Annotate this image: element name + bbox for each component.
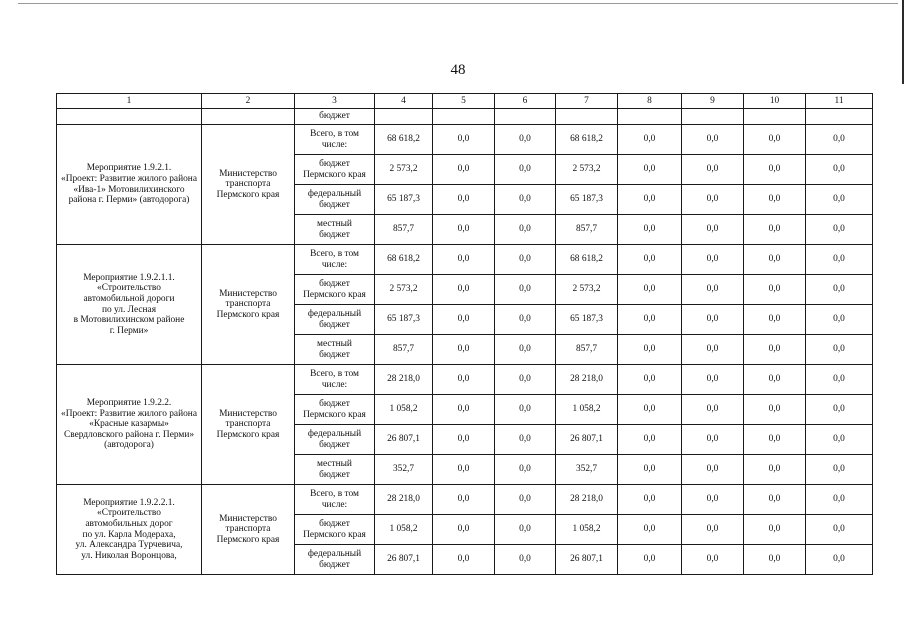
amount-cell: 0,0 [433,245,495,275]
amount-cell: 352,7 [375,455,433,485]
amount-cell: 0,0 [806,365,873,395]
funding-source: местный бюджет [317,219,352,240]
amount-cell: 65 187,3 [556,185,618,215]
empty-cell [202,109,295,125]
event-name: Мероприятие 1.9.2.1. «Проект: Развитие жилого района «Ива-1» Мотовилихинского района г. Перми» (автодорога) [61,163,197,206]
amount-cell: 68 618,2 [375,245,433,275]
amount-cell: 857,7 [375,335,433,365]
amount-cell: 0,0 [682,275,744,305]
funding-source-cell [295,395,375,425]
amount-cell: 0,0 [495,215,556,245]
amount-cell: 0,0 [682,425,744,455]
table-row [57,365,873,395]
column-number: 11 [806,94,873,109]
amount-cell: 0,0 [682,545,744,575]
amount-cell: 0,0 [495,245,556,275]
amount-cell: 0,0 [618,425,682,455]
amount-cell: 0,0 [618,545,682,575]
event-cell [57,485,202,575]
funding-source: федеральный бюджет [307,549,362,570]
funding-source: федеральный бюджет [307,309,362,330]
amount-cell: 68 618,2 [556,245,618,275]
amount-cell: 0,0 [682,485,744,515]
funding-source: местный бюджет [317,339,352,360]
amount-cell: 0,0 [806,455,873,485]
funding-source: бюджет Пермского края [303,519,366,540]
column-number: 8 [618,94,682,109]
column-number: 2 [202,94,295,109]
funding-source-cell [295,545,375,575]
amount-cell: 0,0 [433,275,495,305]
amount-cell: 0,0 [806,185,873,215]
amount-cell: 0,0 [618,485,682,515]
column-number: 4 [375,94,433,109]
amount-cell: 1 058,2 [556,395,618,425]
funding-source: федеральный бюджет [307,429,362,450]
funding-source-cell [295,485,375,515]
amount-cell: 0,0 [495,485,556,515]
amount-cell: 1 058,2 [556,515,618,545]
column-number: 9 [682,94,744,109]
amount-cell: 0,0 [682,155,744,185]
amount-cell: 0,0 [806,275,873,305]
amount-cell: 0,0 [682,185,744,215]
amount-cell: 0,0 [495,365,556,395]
amount-cell: 0,0 [744,125,806,155]
amount-cell: 0,0 [618,155,682,185]
amount-cell: 0,0 [806,305,873,335]
funding-source: бюджет Пермского края [303,159,366,180]
organization-cell [202,245,295,365]
amount-cell: 0,0 [495,515,556,545]
continuation-row [57,109,873,125]
amount-cell: 0,0 [682,455,744,485]
amount-cell: 0,0 [618,395,682,425]
amount-cell: 0,0 [433,455,495,485]
event-cell [57,245,202,365]
amount-cell: 0,0 [495,125,556,155]
amount-cell: 0,0 [618,305,682,335]
organization-name: Министерство транспорта Пермского края [216,168,280,200]
amount-cell: 0,0 [495,395,556,425]
empty-cell [744,109,806,125]
amount-cell: 0,0 [433,215,495,245]
amount-cell: 65 187,3 [556,305,618,335]
budget-table [56,93,873,575]
amount-cell: 0,0 [495,275,556,305]
amount-cell: 0,0 [744,455,806,485]
funding-source: бюджет Пермского края [303,399,366,420]
funding-source-cell [295,515,375,545]
amount-cell: 0,0 [744,515,806,545]
amount-cell: 0,0 [618,515,682,545]
amount-cell: 0,0 [618,455,682,485]
amount-cell: 68 618,2 [375,125,433,155]
funding-source: местный бюджет [317,459,352,480]
amount-cell: 0,0 [618,125,682,155]
amount-cell: 0,0 [682,305,744,335]
funding-source-cell [295,155,375,185]
amount-cell: 0,0 [433,335,495,365]
column-number: 6 [495,94,556,109]
funding-source-cell [295,425,375,455]
amount-cell: 0,0 [682,125,744,155]
amount-cell: 0,0 [744,395,806,425]
amount-cell: 0,0 [433,545,495,575]
amount-cell: 0,0 [806,245,873,275]
funding-source-cell [295,305,375,335]
amount-cell: 26 807,1 [375,425,433,455]
amount-cell: 2 573,2 [375,155,433,185]
amount-cell: 352,7 [556,455,618,485]
funding-source: Всего, в том числе: [310,249,359,270]
amount-cell: 0,0 [682,515,744,545]
table-row [57,245,873,275]
event-name: Мероприятие 1.9.2.2.1. «Строительство автомобильных дорог по ул. Карла Модераха, ул. Александра Турчевича, ул. Николая Воронцова, [75,497,183,561]
amount-cell: 0,0 [495,455,556,485]
amount-cell: 65 187,3 [375,305,433,335]
event-cell [57,365,202,485]
amount-cell: 0,0 [682,365,744,395]
amount-cell: 0,0 [495,185,556,215]
amount-cell: 0,0 [433,395,495,425]
amount-cell: 0,0 [495,545,556,575]
amount-cell: 0,0 [618,215,682,245]
column-number: 5 [433,94,495,109]
funding-source-cell [295,275,375,305]
empty-cell [618,109,682,125]
amount-cell: 0,0 [744,215,806,245]
funding-source-cell [295,125,375,155]
empty-cell [495,109,556,125]
amount-cell: 0,0 [744,275,806,305]
organization-name: Министерство транспорта Пермского края [216,288,280,320]
amount-cell: 0,0 [806,215,873,245]
amount-cell: 0,0 [806,485,873,515]
amount-cell: 28 218,0 [556,365,618,395]
amount-cell: 0,0 [433,185,495,215]
amount-cell: 28 218,0 [375,485,433,515]
funding-source: Всего, в том числе: [310,369,359,390]
amount-cell: 0,0 [495,335,556,365]
amount-cell: 68 618,2 [556,125,618,155]
amount-cell: 26 807,1 [556,425,618,455]
amount-cell: 0,0 [806,425,873,455]
column-number: 1 [57,94,202,109]
organization-name: Министерство транспорта Пермского края [216,408,280,440]
amount-cell: 0,0 [433,365,495,395]
funding-source: Всего, в том числе: [310,489,359,510]
amount-cell: 0,0 [433,485,495,515]
page-right-edge [902,0,904,84]
amount-cell: 0,0 [744,425,806,455]
amount-cell: 0,0 [433,155,495,185]
funding-source-cell [295,185,375,215]
amount-cell: 0,0 [744,245,806,275]
amount-cell: 0,0 [433,425,495,455]
amount-cell: 26 807,1 [375,545,433,575]
amount-cell: 0,0 [682,245,744,275]
organization-name: Министерство транспорта Пермского края [216,513,280,545]
funding-source-cell [295,365,375,395]
amount-cell: 857,7 [556,335,618,365]
amount-cell: 2 573,2 [556,275,618,305]
amount-cell: 0,0 [744,365,806,395]
organization-cell [202,365,295,485]
column-number: 10 [744,94,806,109]
amount-cell: 2 573,2 [375,275,433,305]
amount-cell: 857,7 [375,215,433,245]
amount-cell: 0,0 [433,515,495,545]
empty-cell [556,109,618,125]
amount-cell: 0,0 [495,155,556,185]
column-number: 7 [556,94,618,109]
table-row [57,485,873,515]
funding-source-cell [295,215,375,245]
funding-source-cell [295,455,375,485]
column-number-row [57,94,873,109]
amount-cell: 0,0 [806,515,873,545]
amount-cell: 0,0 [682,215,744,245]
funding-source-cell [295,335,375,365]
amount-cell: 0,0 [806,395,873,425]
empty-cell [57,109,202,125]
amount-cell: 0,0 [806,545,873,575]
funding-source: Всего, в том числе: [310,129,359,150]
amount-cell: 0,0 [806,125,873,155]
page-number: 48 [450,62,466,78]
empty-cell [806,109,873,125]
empty-cell [682,109,744,125]
amount-cell: 0,0 [744,305,806,335]
amount-cell: 857,7 [556,215,618,245]
event-name: Мероприятие 1.9.2.1.1. «Строительство автомобильной дороги по ул. Лесная в Мотовилихинском районе г. Перми» [73,272,185,336]
event-name: Мероприятие 1.9.2.2. «Проект: Развитие жилого района «Красные казармы» Свердловского района г. Перми» (автодорога) [61,398,197,451]
amount-cell: 0,0 [744,545,806,575]
amount-cell: 0,0 [806,155,873,185]
organization-cell [202,485,295,575]
amount-cell: 0,0 [618,275,682,305]
amount-cell: 0,0 [495,425,556,455]
amount-cell: 0,0 [495,305,556,335]
table-body [57,94,873,575]
amount-cell: 1 058,2 [375,395,433,425]
amount-cell: 0,0 [618,365,682,395]
amount-cell: 0,0 [744,335,806,365]
amount-cell: 0,0 [744,485,806,515]
amount-cell: 0,0 [682,395,744,425]
amount-cell: 0,0 [806,335,873,365]
funding-source-cell [295,245,375,275]
amount-cell: 28 218,0 [556,485,618,515]
amount-cell: 0,0 [618,335,682,365]
table-row [57,125,873,155]
amount-cell: 0,0 [433,305,495,335]
amount-cell: 28 218,0 [375,365,433,395]
empty-cell [433,109,495,125]
amount-cell: 0,0 [744,185,806,215]
amount-cell: 26 807,1 [556,545,618,575]
amount-cell: 0,0 [744,155,806,185]
event-cell [57,125,202,245]
column-number: 3 [295,94,375,109]
amount-cell: 0,0 [618,245,682,275]
organization-cell [202,125,295,245]
amount-cell: 0,0 [618,185,682,215]
empty-cell [375,109,433,125]
page-top-edge [18,3,898,4]
continuation-source: бюджет [295,109,375,125]
amount-cell: 0,0 [682,335,744,365]
amount-cell: 65 187,3 [375,185,433,215]
amount-cell: 0,0 [433,125,495,155]
amount-cell: 2 573,2 [556,155,618,185]
funding-source: бюджет Пермского края [303,279,366,300]
amount-cell: 1 058,2 [375,515,433,545]
funding-source: федеральный бюджет [307,189,362,210]
